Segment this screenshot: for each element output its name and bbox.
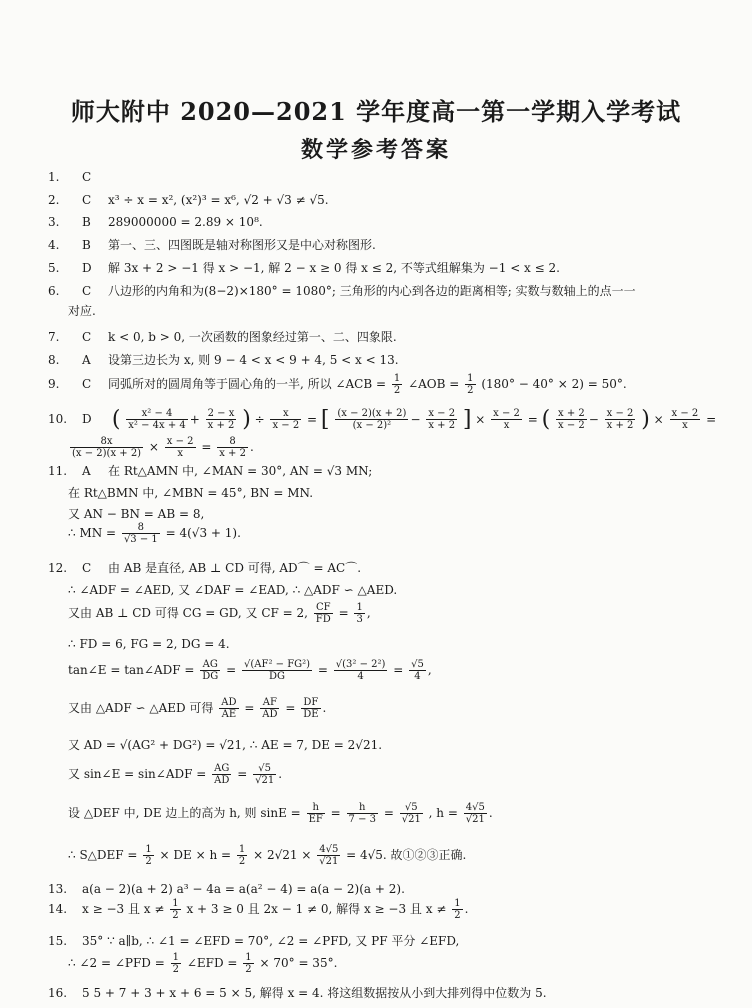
fraction: $\frac{1}{2}$: [467, 373, 474, 396]
answer-13: 13. a(a − 2)(a + 2) a³ − 4a = a(a² − 4) = a(a − 2)(a + 2).: [48, 882, 405, 896]
answer-6-continued: 对应.: [68, 304, 96, 318]
answer-11-line-2: 在 Rt△BMN 中, ∠MBN = 45°, BN = MN.: [68, 486, 314, 500]
page-title: 师大附中 2020—2021 学年度高一第一学期入学考试: [70, 97, 682, 126]
answer-11: 11. A 在 Rt△AMN 中, ∠MAN = 30°, AN = √3 MN;: [48, 464, 373, 478]
page-subtitle: 数学参考答案: [300, 137, 451, 163]
answer-10-continued: $\frac{8x}{(x - 2)(x + 2)}$ × $\frac{x - 2}{x}$ = $\frac{8}{x + 2}$ .: [72, 436, 254, 459]
answer-12-line-5: tan∠E = tan∠ADF = $\frac{AG}{DG}$ = $\frac{\text{√(AF² − FG²)}}{DG}$ = $\frac{\text{√(3² − 2²)}}{4}$ = $\frac{√5}{4}$ ,: [68, 659, 432, 682]
answer-12-line-10: ∴ S△DEF = $\frac{1}{2}$ × DE × h = $\frac{1}{2}$ × 2√21 × $\frac{4√5}{√21}$ = 4√5. 故①②③正确.: [68, 844, 467, 867]
fraction: $\frac{1}{2}$: [393, 373, 401, 396]
answer-15-line-2: ∴ ∠2 = ∠PFD = $\frac{1}{2}$ ∠EFD = $\frac{1}{2}$ × 70° = 35°.: [68, 952, 338, 975]
answer-12: 12. C 由 AB 是直径, AB ⊥ CD 可得, AD⌒ = AC⌒.: [48, 561, 362, 575]
answer-8: 8. A 设第三边长为 x, 则 9 − 4 < x < 9 + 4, 5 < x < 13.: [48, 353, 399, 367]
answer-2: 2. C x³ ÷ x = x², (x²)³ = x⁶, √2 + √3 ≠ √5.: [48, 193, 329, 207]
answer-16: 16. 5 5 + 7 + 3 + x + 6 = 5 × 5, 解得 x = 4. 将这组数据按从小到大排列得中位数为 5.: [48, 986, 547, 1000]
answer-5: 5. D 解 3x + 2 > −1 得 x > −1, 解 2 − x ≥ 0 得 x ≤ 2, 不等式组解集为 −1 < x ≤ 2.: [48, 261, 560, 275]
answer-6: 6. C 八边形的内角和为(8−2)×180° = 1080°; 三角形的内心到各边的距离相等; 实数与数轴上的点一一: [48, 284, 636, 298]
answer-11-line-3: 又 AN − BN = AB = 8,: [68, 507, 205, 521]
answer-12-line-2: ∴ ∠ADF = ∠AED, 又 ∠DAF = ∠EAD, ∴ △ADF ∽ △AED.: [68, 583, 398, 597]
answer-7: 7. C k < 0, b > 0, 一次函数的图象经过第一、二、四象限.: [48, 330, 397, 344]
answer-3: 3. B 289000000 = 2.89 × 10⁸.: [48, 215, 263, 229]
answer-1: 1. C: [48, 170, 92, 184]
answer-12-line-8: 又 sin∠E = sin∠ADF = $\frac{AG}{AD}$ = $\frac{√5}{√21}$ .: [68, 763, 283, 786]
answer-12-line-6: 又由 △ADF ∽ △AED 可得 $\frac{AD}{AE}$ = $\frac{AF}{AD}$ = $\frac{DF}{DE}$ .: [68, 697, 327, 720]
answer-12-line-4: ∴ FD = 6, FG = 2, DG = 4.: [68, 637, 230, 651]
answer-12-line-9: 设 △DEF 中, DE 边上的高为 h, 则 sinE = $\frac{h}{EF}$ = $\frac{h}{7 - 3}$ = $\frac{√5}{√21}$ , h = $\frac{4√5}{√21}$ .: [68, 802, 493, 825]
answer-12-line-7: 又 AD = √(AG² + DG²) = √21, ∴ AE = 7, DE = 2√21.: [68, 738, 383, 752]
answer-15: 15. 35° ∵ a∥b, ∴ ∠1 = ∠EFD = 70°, ∠2 = ∠PFD, 又 PF 平分 ∠EFD,: [48, 934, 460, 948]
answer-10: 10. D ( $\frac{\text{x² − 4}}{\text{x² − 4x + 4}}$ + $\frac{2 - x}{x + 2}$ ) ÷ $\frac{x}{x - 2}$ = [ $\frac{(x - 2)(x + 2)}{\text{(x − 2)²}}$ − $\frac{x - 2}{x + 2}$ ] × $\frac{x - 2}{x}$ = ( $\frac{x + 2}{x - 2}$ − $\frac{x - 2}{x + 2}$ ) × $\frac{x - 2}{x}$ =: [48, 407, 717, 432]
answer-9: 9. C 同弧所对的圆周角等于圆心角的一半, 所以 ∠ACB = $\frac{1}{2}$ ∠AOB = $\frac{1}{2}$ (180° − 40° × 2) = 50°.: [48, 373, 627, 396]
answer-11-line-4: ∴ MN = $\frac{8}{√3 - 1}$ = 4(√3 + 1).: [68, 522, 241, 545]
answer-14: 14. x ≥ −3 且 x ≠ $\frac{1}{2}$ x + 3 ≥ 0 且 2x − 1 ≠ 0, 解得 x ≥ −3 且 x ≠ $\frac{1}{2}$ .: [48, 898, 469, 921]
answer-4: 4. B 第一、三、四图既是轴对称图形又是中心对称图形.: [48, 238, 376, 252]
answer-12-line-3: 又由 AB ⊥ CD 可得 CG = GD, 又 CF = 2, $\frac{CF}{FD}$ = $\frac{1}{3}$ ,: [68, 602, 371, 625]
